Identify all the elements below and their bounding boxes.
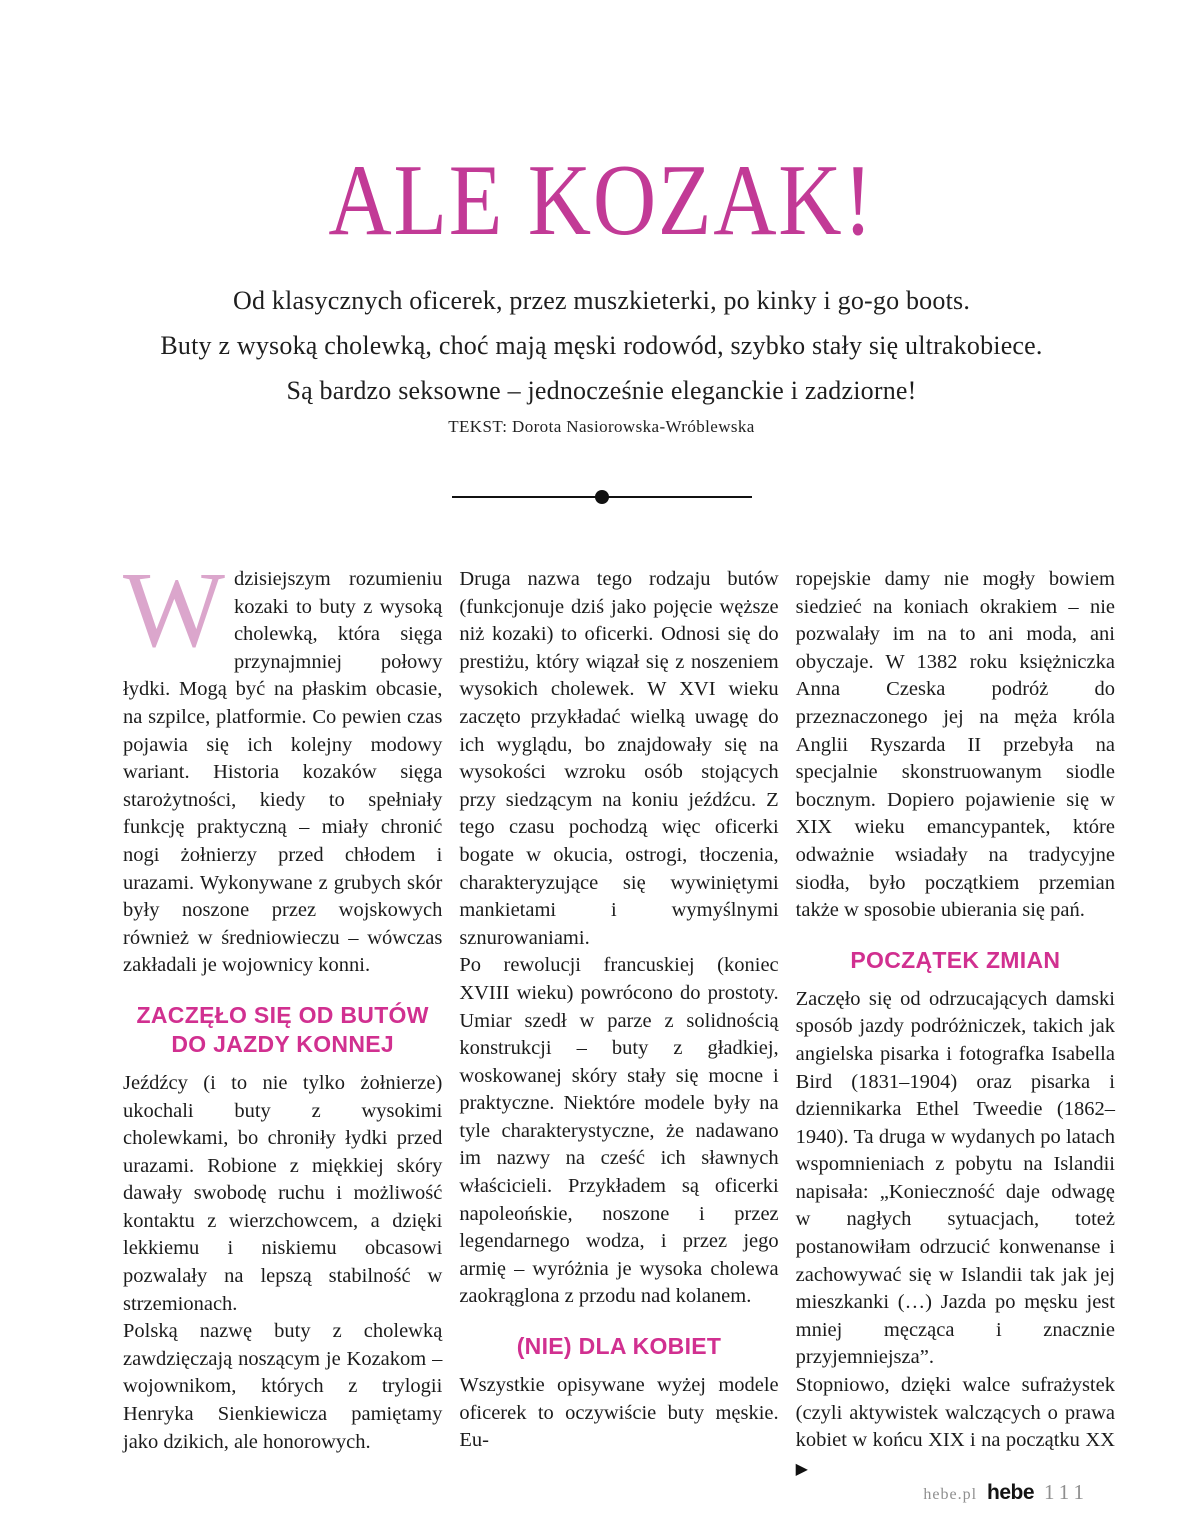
paragraph: ropejskie damy nie mogły bowiem siedzieć na koniach okrakiem – nie pozwalały im na to ani moda, ani obyczaje. W 1382 roku księżniczka Anna Czeska podróż do przeznaczonego jej na męża króla Anglii Ryszarda II przebyła na specjalnie skonstruowanym siodle bocznym. Dopiero pojawienie się w XIX wieku emancypantek, które odważnie wsiadały na tradycyjne siodła, było początkiem przemian także w sposobie ubierania się pań. [795, 568, 1115, 922]
page-number: 111 [1044, 1480, 1089, 1504]
paragraph: Jeźdźcy (i to nie tylko żołnierze) ukochali buty z wysokimi cholewkami, bo chroniły łydki przed urazami. Robione z miękkiej skóry dawały swobodę ruchu i możliwość kontaktu z wierzchowcem, a dzięki lekkiemu i niskiemu obcasowi pozwalały na lepszą stabilność w strzemionach. [123, 1071, 443, 1315]
byline: TEKST: Dorota Nasiorowska-Wróblewska [448, 417, 755, 436]
paragraph [796, 1372, 1115, 1482]
continuation-arrow-icon: ▶ [795, 1458, 808, 1478]
article-title: ALE KOZAK! [328, 144, 875, 257]
section-heading-nie-dla-kobiet: (NIE) DLA KOBIET [516, 1333, 722, 1360]
section-heading-jazda-konna: ZACZĘŁO SIĘ OD BUTÓW DO JAZDY KONNEJ [136, 1001, 429, 1057]
divider-dot-icon [595, 490, 609, 504]
standfirst-line-3: Są bardzo seksowne – jednocześnie eleganckie i zadziorne! [286, 376, 917, 405]
paragraph-text: Stopniowo, dzięki walce sufrażystek (czyli aktywistek walczących o prawa kobiet w końcu XIX i na początku XX [795, 1374, 1115, 1452]
hebe-logo: hebe [987, 1481, 1035, 1504]
column-2 [459, 566, 778, 1482]
standfirst [0, 278, 1203, 413]
article-columns [123, 551, 1115, 1482]
section-heading-poczatek-zmian: POCZĄTEK ZMIAN [850, 946, 1061, 973]
page-footer [923, 1480, 1089, 1505]
masthead [0, 144, 1203, 439]
paragraph: Druga nazwa tego rodzaju butów (funkcjonuje dziś jako pojęcie węższe niż kozaki) to oficerki. Odnosi się do prestiżu, który wiązał się z noszeniem wysokich cholewek. W XVI wieku zaczęto przykładać wielką uwagę do ich wyglądu, bo znajdowały się na wysokości wzroku osób stojących przy siedzącym na koniu jeźdźcu. Z tego czasu pochodzą więc oficerki bogate w okucia, ostrogi, tłoczenia, charakteryzujące się wywiniętymi mankietami i wymyślnymi sznurowaniami. [459, 568, 779, 949]
column-1 [123, 551, 443, 1482]
standfirst-line-1: Od klasycznych oficerek, przez muszkieterki, po kinky i go-go boots. [232, 286, 971, 315]
paragraph: Polską nazwę buty z cholewką zawdzięczają noszącym je Kozakom – wojownikom, których z trylogii Henryka Sienkiewicza pamiętamy jako dzikich, ale honorowych. [123, 1320, 443, 1453]
paragraph [123, 551, 443, 980]
footer-site-url: hebe.pl [923, 1486, 978, 1503]
section-divider [452, 496, 752, 498]
paragraph: Zaczęło się od odrzucających damski sposób jazdy podróżniczek, takich jak angielska pisarka i fotografka Isabella Bird (1831–1904) oraz pisarka i dziennikarka Ethel Tweedie (1862–1940). Ta druga w wydanych po latach wspomnieniach z pobytu na Islandii napisała: „Konieczność daje odwagę w nagłych sytuacjach, toteż postanowiłam odrzucić konwenanse i zachowywać się w Islandii tak jak jej mieszkanki (…) Jazda po męsku jest mniej męcząca i znacznie przyjemniejsza”. [795, 987, 1115, 1369]
paragraph-text: dzisiejszym rozumieniu kozaki to buty z wysoką cholewką, która sięga przynajmniej połowy łydki. Mogą być na płaskim obcasie, na szpilce, platformie. Co pewien czas pojawia się ich kolejny modowy wariant. Historia kozaków sięga starożytności, kiedy to spełniały funkcję praktyczną – miały chronić nogi żołnierzy przed chłodem i urazami. Wykonywane z grubych skór były noszone przez wojskowych również w średniowieczu – wówczas zakładali je wojownicy konni. [123, 568, 443, 977]
drop-cap: W [123, 551, 225, 670]
paragraph: Wszystkie opisywane wyżej modele oficerek to oczywiście buty męskie. Eu- [459, 1374, 779, 1452]
column-3 [796, 566, 1115, 1482]
paragraph: Po rewolucji francuskiej (koniec XVIII wieku) powrócono do prostoty. Umiar szedł w parze z solidnością konstrukcji – buty z gładkiej, woskowanej skóry stały się mocne i praktyczne. Niektóre modele były na tyle charakterystyczne, że nadawano im nazwy na cześć ich sławnych właścicieli. Przykładem są oficerki napoleońskie, noszone i przez legendarnego wodza, i przez jego armię – wyróżnia je wysoka cholewa zaokrąglona z przodu nad kolanem. [459, 954, 779, 1308]
standfirst-line-2: Buty z wysoką cholewką, choć mają męski rodowód, szybko stały się ultrakobiece. [160, 331, 1043, 360]
